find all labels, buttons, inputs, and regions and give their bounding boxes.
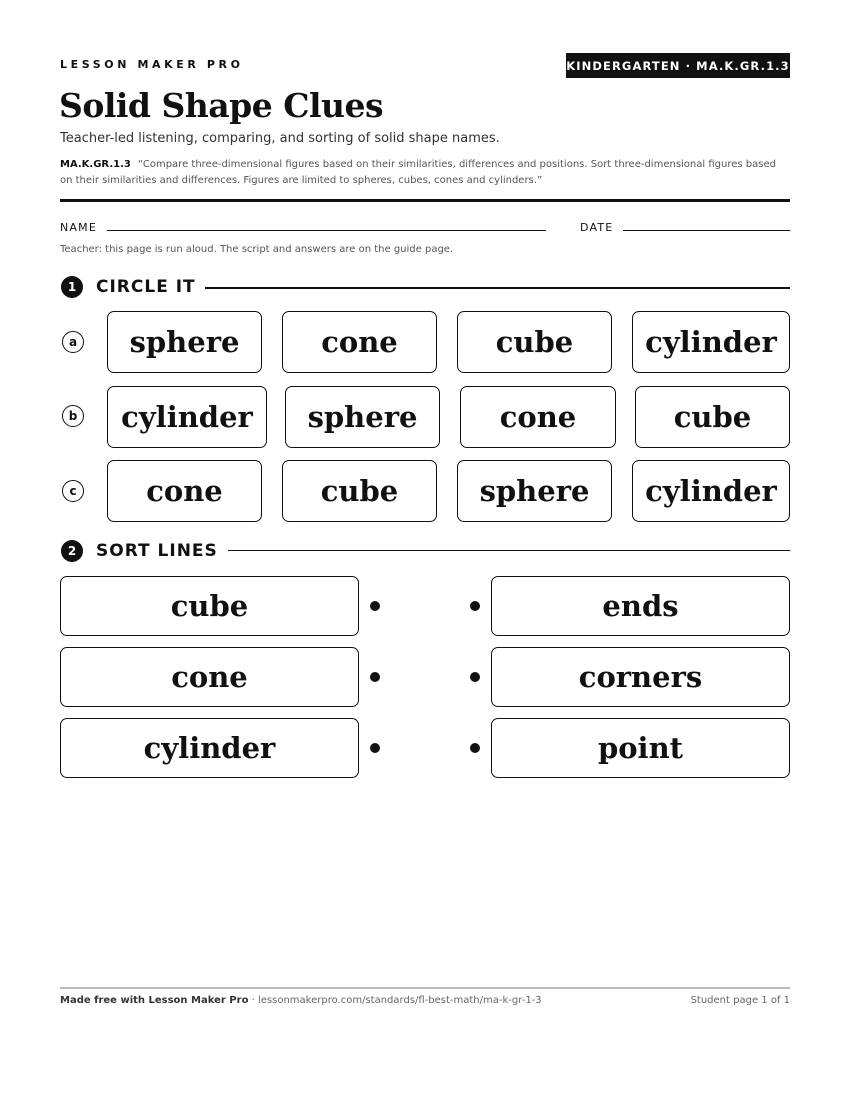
brand-name: LESSON MAKER PRO <box>60 58 244 71</box>
sort-right-item[interactable]: corners <box>491 647 790 707</box>
header-divider <box>60 199 790 202</box>
connector-dot[interactable] <box>470 743 480 753</box>
grade-standard-badge: KINDERGARTEN · MA.K.GR.1.3 <box>566 53 790 78</box>
section-number-badge: 1 <box>61 276 83 298</box>
sort-left-item[interactable]: cylinder <box>60 718 359 778</box>
word-choice[interactable]: cylinder <box>632 311 790 373</box>
footer-credit <box>60 995 542 1006</box>
section-number-badge: 2 <box>61 540 83 562</box>
word-choice[interactable]: cylinder <box>632 460 790 522</box>
footer-url[interactable]: · lessonmakerpro.com/standards/fl-best-math/ma-k-gr-1-3 <box>248 995 542 1006</box>
connector-dot[interactable] <box>470 601 480 611</box>
row-letter-a: a <box>62 331 84 353</box>
section-1-heading <box>61 276 196 298</box>
footer-divider <box>60 987 790 989</box>
name-field[interactable] <box>107 230 546 231</box>
sort-right-item[interactable]: point <box>491 718 790 778</box>
word-choice[interactable]: cube <box>457 311 612 373</box>
connector-dot[interactable] <box>370 743 380 753</box>
connector-dot[interactable] <box>370 601 380 611</box>
standard-text: “Compare three-dimensional figures based on their similarities, differences and positions. Sort three-dimensional figures based on their similarities and differences. Figures are limited to spheres, cubes, cones and cylinders.” <box>60 159 776 186</box>
section-title: SORT LINES <box>96 541 218 561</box>
connector-dot[interactable] <box>370 672 380 682</box>
connector-dot[interactable] <box>470 672 480 682</box>
section-2-rule <box>228 550 790 551</box>
word-choice[interactable]: cylinder <box>107 386 267 448</box>
footer-page-number: Student page 1 of 1 <box>690 995 790 1006</box>
word-choice[interactable]: cube <box>282 460 437 522</box>
date-field[interactable] <box>623 230 790 231</box>
word-choice[interactable]: sphere <box>285 386 440 448</box>
standard-description <box>60 157 790 189</box>
word-choice[interactable]: cone <box>282 311 437 373</box>
word-choice[interactable]: sphere <box>107 311 262 373</box>
row-letter-c: c <box>62 480 84 502</box>
sort-left-item[interactable]: cube <box>60 576 359 636</box>
teacher-note: Teacher: this page is run aloud. The script and answers are on the guide page. <box>60 244 454 255</box>
word-choice[interactable]: cube <box>635 386 790 448</box>
sort-right-item[interactable]: ends <box>491 576 790 636</box>
name-label: NAME <box>60 221 97 234</box>
word-choice[interactable]: sphere <box>457 460 612 522</box>
date-label: DATE <box>580 221 614 234</box>
page-title: Solid Shape Clues <box>59 86 384 125</box>
sort-left-item[interactable]: cone <box>60 647 359 707</box>
row-letter-b: b <box>62 405 84 427</box>
section-1-rule <box>205 287 790 289</box>
word-choice[interactable]: cone <box>460 386 616 448</box>
page-subtitle: Teacher-led listening, comparing, and sorting of solid shape names. <box>60 131 500 146</box>
word-choice[interactable]: cone <box>107 460 262 522</box>
standard-code: MA.K.GR.1.3 <box>60 159 131 170</box>
section-title: CIRCLE IT <box>96 277 196 297</box>
section-2-heading <box>61 540 218 562</box>
footer-made-with: Made free with Lesson Maker Pro <box>60 995 249 1006</box>
